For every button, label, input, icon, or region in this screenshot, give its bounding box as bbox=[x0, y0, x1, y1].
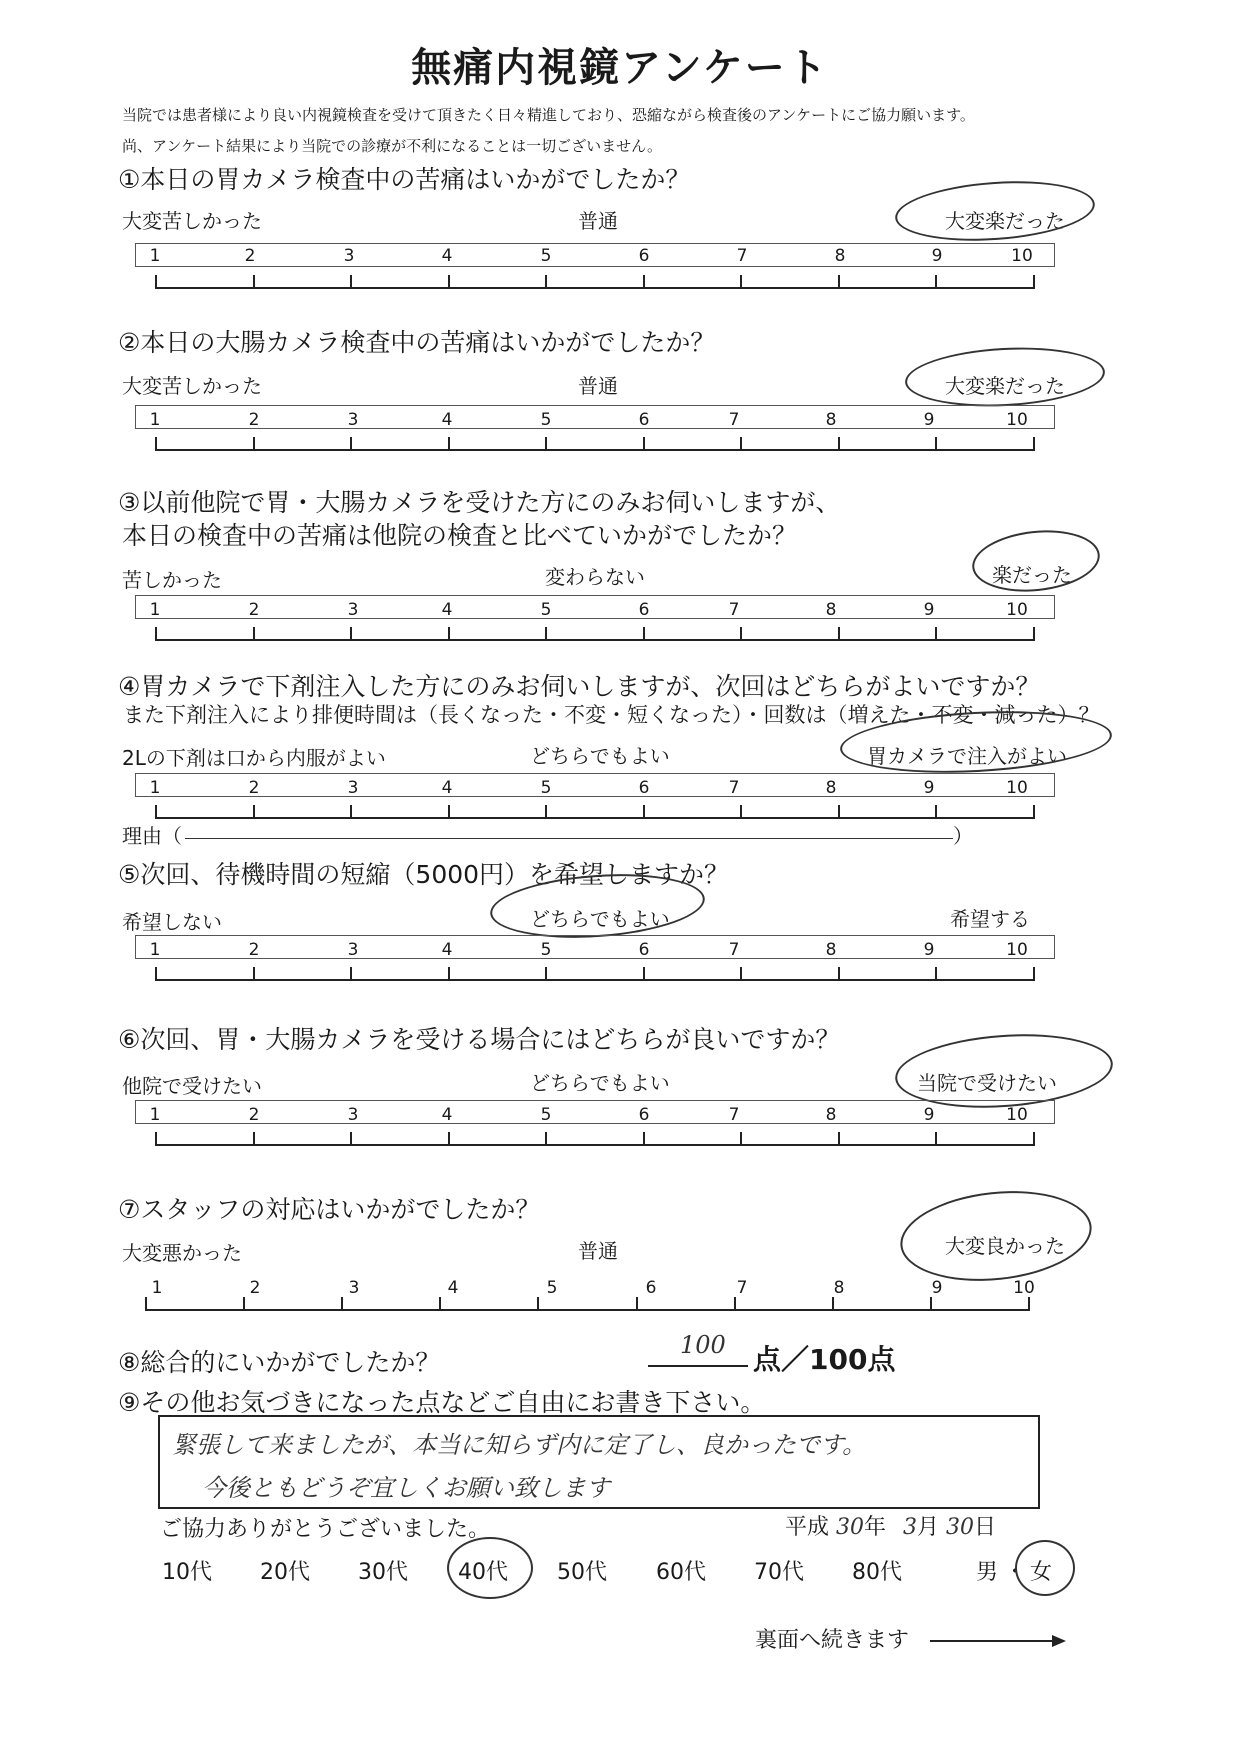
q4-num-1: 1 bbox=[149, 778, 161, 798]
q1-num-8: 8 bbox=[834, 246, 846, 266]
q2-num-5: 5 bbox=[540, 410, 552, 430]
q5-num-4: 4 bbox=[441, 940, 453, 960]
gender-female: 女 bbox=[1030, 1560, 1053, 1585]
q6-num-8: 8 bbox=[825, 1105, 837, 1125]
question-9: ⑨その他お気づきになった点などご自由にお書き下さい。 bbox=[118, 1388, 766, 1417]
q8-score-line bbox=[648, 1365, 748, 1367]
q4-scale-numbers bbox=[0, 778, 1240, 800]
q5-right-label: 希望する bbox=[950, 907, 1030, 931]
q4-num-10: 10 bbox=[1006, 778, 1028, 798]
q2-num-4: 4 bbox=[441, 410, 453, 430]
scale-tick bbox=[643, 627, 645, 641]
q3-num-9: 9 bbox=[923, 600, 935, 620]
q1-num-3: 3 bbox=[343, 246, 355, 266]
q7-num-8: 8 bbox=[833, 1278, 845, 1298]
scale-tick bbox=[253, 437, 255, 451]
q1-num-1: 1 bbox=[149, 246, 161, 266]
q2-answer-circle bbox=[904, 343, 1107, 411]
scale-tick bbox=[935, 805, 937, 819]
q2-right-label: 大変楽だった bbox=[945, 374, 1065, 398]
q8-score-suffix: 点／100点 bbox=[753, 1343, 896, 1376]
scale-tick bbox=[448, 627, 450, 641]
continue-arrow-icon bbox=[928, 1630, 1068, 1652]
q4-num-9: 9 bbox=[923, 778, 935, 798]
scale-tick bbox=[740, 437, 742, 451]
q3-num-10: 10 bbox=[1006, 600, 1028, 620]
scale-tick bbox=[1033, 437, 1035, 451]
scale-tick bbox=[935, 967, 937, 981]
scale-tick bbox=[838, 627, 840, 641]
q2-mid-label: 普通 bbox=[578, 374, 618, 398]
q5-num-7: 7 bbox=[728, 940, 740, 960]
scale-tick bbox=[155, 1132, 157, 1146]
q2-scale-numbers bbox=[0, 410, 1240, 432]
q2-num-6: 6 bbox=[638, 410, 650, 430]
q2-left-label: 大変苦しかった bbox=[122, 374, 262, 398]
q6-num-2: 2 bbox=[248, 1105, 260, 1125]
q4-reason-label: 理由（ bbox=[122, 824, 182, 848]
q7-right-label: 大変良かった bbox=[945, 1234, 1065, 1258]
scale-tick bbox=[350, 627, 352, 641]
age-option-70s: 70代 bbox=[754, 1560, 804, 1585]
q4-num-6: 6 bbox=[638, 778, 650, 798]
q3-num-2: 2 bbox=[248, 600, 260, 620]
scale-tick bbox=[740, 967, 742, 981]
scale-tick bbox=[350, 437, 352, 451]
q3-num-5: 5 bbox=[540, 600, 552, 620]
date-day: 30 bbox=[946, 1515, 975, 1540]
age-option-10s: 10代 bbox=[162, 1560, 212, 1585]
scale-tick bbox=[545, 627, 547, 641]
scale-tick bbox=[545, 805, 547, 819]
q2-num-1: 1 bbox=[149, 410, 161, 430]
q4-left-label: 2Lの下剤は口から内服がよい bbox=[122, 746, 386, 770]
scale-tick bbox=[935, 437, 937, 451]
scale-tick bbox=[253, 967, 255, 981]
q6-num-3: 3 bbox=[347, 1105, 359, 1125]
question-3-line-1: ③以前他院で胃・大腸カメラを受けた方にのみお伺いしますが、 bbox=[118, 488, 841, 517]
q2-num-8: 8 bbox=[825, 410, 837, 430]
q2-num-7: 7 bbox=[728, 410, 740, 430]
q4-num-3: 3 bbox=[347, 778, 359, 798]
q6-scale-numbers bbox=[0, 1105, 1240, 1127]
scale-tick bbox=[545, 275, 547, 289]
scale-tick bbox=[350, 275, 352, 289]
scale-tick bbox=[838, 275, 840, 289]
q1-right-label: 大変楽だった bbox=[945, 209, 1065, 233]
q7-num-7: 7 bbox=[736, 1278, 748, 1298]
q7-num-1: 1 bbox=[151, 1278, 163, 1298]
scale-tick bbox=[643, 967, 645, 981]
q3-answer-circle bbox=[969, 524, 1103, 597]
scale-tick bbox=[253, 1132, 255, 1146]
q1-num-2: 2 bbox=[244, 246, 256, 266]
scale-tick bbox=[545, 1132, 547, 1146]
q7-num-10: 10 bbox=[1013, 1278, 1035, 1298]
q4-num-4: 4 bbox=[441, 778, 453, 798]
scale-tick bbox=[1033, 1132, 1035, 1146]
q2-num-9: 9 bbox=[923, 410, 935, 430]
q7-answer-circle bbox=[896, 1182, 1096, 1290]
q6-num-6: 6 bbox=[638, 1105, 650, 1125]
q5-num-5: 5 bbox=[540, 940, 552, 960]
q7-num-6: 6 bbox=[645, 1278, 657, 1298]
question-1: ①本日の胃カメラ検査中の苦痛はいかがでしたか？ bbox=[118, 165, 691, 194]
q6-mid-label: どちらでもよい bbox=[530, 1071, 670, 1095]
scale-tick bbox=[350, 967, 352, 981]
q7-left-label: 大変悪かった bbox=[122, 1241, 242, 1265]
age-option-60s: 60代 bbox=[656, 1560, 706, 1585]
question-4-line-1: ④胃カメラで下剤注入した方にのみお伺いしますが、次回はどちらがよいですか？ bbox=[118, 672, 1041, 701]
scale-tick bbox=[1033, 275, 1035, 289]
q7-mid-label: 普通 bbox=[578, 1239, 618, 1263]
scale-tick bbox=[545, 437, 547, 451]
scale-tick bbox=[155, 967, 157, 981]
q7-scale-numbers bbox=[0, 1278, 1240, 1300]
q5-scale-numbers bbox=[0, 940, 1240, 962]
q6-right-label: 当院で受けたい bbox=[917, 1071, 1057, 1095]
date-month: 3 bbox=[903, 1515, 918, 1540]
q5-num-9: 9 bbox=[923, 940, 935, 960]
date-line bbox=[785, 1510, 996, 1541]
age-option-30s: 30代 bbox=[358, 1560, 408, 1585]
scale-tick bbox=[155, 437, 157, 451]
q2-num-10: 10 bbox=[1006, 410, 1028, 430]
q6-scale-axis bbox=[155, 1132, 1035, 1146]
q3-num-4: 4 bbox=[441, 600, 453, 620]
q1-num-10: 10 bbox=[1011, 246, 1033, 266]
age-selected-circle bbox=[447, 1537, 533, 1599]
scale-tick bbox=[740, 627, 742, 641]
q7-num-9: 9 bbox=[931, 1278, 943, 1298]
scale-tick bbox=[838, 967, 840, 981]
q3-num-6: 6 bbox=[638, 600, 650, 620]
q5-num-10: 10 bbox=[1006, 940, 1028, 960]
scale-tick bbox=[253, 805, 255, 819]
q4-scale-axis bbox=[155, 805, 1035, 819]
q4-reason-close: ） bbox=[953, 824, 973, 848]
q5-left-label: 希望しない bbox=[122, 910, 222, 934]
q9-answer-line-1: 緊張して来ましたが、本当に知らず内に定了し、良かったです。 bbox=[172, 1431, 867, 1459]
scale-tick bbox=[643, 437, 645, 451]
q5-num-3: 3 bbox=[347, 940, 359, 960]
q2-scale-axis bbox=[155, 437, 1035, 451]
scale-tick bbox=[838, 805, 840, 819]
q3-num-7: 7 bbox=[728, 600, 740, 620]
question-7: ⑦スタッフの対応はいかがでしたか？ bbox=[118, 1195, 541, 1224]
scale-tick bbox=[1033, 805, 1035, 819]
gender-selected-circle bbox=[1015, 1540, 1075, 1596]
scale-tick bbox=[155, 627, 157, 641]
q4-num-2: 2 bbox=[248, 778, 260, 798]
scale-tick bbox=[935, 627, 937, 641]
scale-tick bbox=[740, 1132, 742, 1146]
gender-separator: ・ bbox=[1004, 1560, 1027, 1585]
age-option-40s: 40代 bbox=[458, 1560, 508, 1585]
scale-tick bbox=[448, 275, 450, 289]
scale-tick bbox=[350, 1132, 352, 1146]
q5-mid-label: どちらでもよい bbox=[530, 907, 670, 931]
q3-left-label: 苦しかった bbox=[122, 568, 222, 592]
age-option-80s: 80代 bbox=[852, 1560, 902, 1585]
scale-tick bbox=[1033, 627, 1035, 641]
question-6: ⑥次回、胃・大腸カメラを受ける場合にはどちらが良いですか？ bbox=[118, 1025, 841, 1054]
q5-num-8: 8 bbox=[825, 940, 837, 960]
scale-tick bbox=[545, 967, 547, 981]
question-3-line-2: 本日の検査中の苦痛は他院の検査と比べていかがでしたか？ bbox=[122, 521, 798, 550]
q3-num-3: 3 bbox=[347, 600, 359, 620]
question-5: ⑤次回、待機時間の短縮（5000円）を希望しますか？ bbox=[118, 860, 730, 889]
scale-tick bbox=[740, 275, 742, 289]
question-4-line-2: また下剤注入により排便時間は（長くなった・不変・短くなった）・回数は（増えた・不変・減った）？ bbox=[123, 703, 1100, 727]
scale-tick bbox=[448, 805, 450, 819]
scale-tick bbox=[253, 627, 255, 641]
q7-num-2: 2 bbox=[249, 1278, 261, 1298]
scale-tick bbox=[448, 967, 450, 981]
scale-tick bbox=[448, 1132, 450, 1146]
q7-num-4: 4 bbox=[447, 1278, 459, 1298]
q4-reason-line bbox=[185, 838, 953, 839]
scale-tick bbox=[350, 805, 352, 819]
q6-num-7: 7 bbox=[728, 1105, 740, 1125]
scale-tick bbox=[448, 437, 450, 451]
scale-tick bbox=[935, 275, 937, 289]
q6-num-4: 4 bbox=[441, 1105, 453, 1125]
scale-tick bbox=[935, 1132, 937, 1146]
q3-scale-numbers bbox=[0, 600, 1240, 622]
scale-tick bbox=[253, 275, 255, 289]
age-option-50s: 50代 bbox=[557, 1560, 607, 1585]
q1-num-7: 7 bbox=[736, 246, 748, 266]
q6-num-10: 10 bbox=[1006, 1105, 1028, 1125]
date-day-unit: 日 bbox=[974, 1515, 997, 1540]
q6-num-1: 1 bbox=[149, 1105, 161, 1125]
q1-scale-numbers bbox=[0, 246, 1240, 268]
q1-num-6: 6 bbox=[638, 246, 650, 266]
q6-left-label: 他院で受けたい bbox=[122, 1074, 262, 1098]
q5-num-1: 1 bbox=[149, 940, 161, 960]
page-title: 無痛内視鏡アンケート bbox=[411, 45, 829, 91]
q1-scale-axis bbox=[155, 275, 1035, 289]
thanks-message: ご協力ありがとうございました。 bbox=[160, 1517, 491, 1542]
q6-num-5: 5 bbox=[540, 1105, 552, 1125]
q3-scale-axis bbox=[155, 627, 1035, 641]
scale-tick bbox=[155, 805, 157, 819]
q6-num-9: 9 bbox=[923, 1105, 935, 1125]
intro-line-2: 尚、アンケート結果により当院での診療が不利になることは一切ございません。 bbox=[122, 137, 663, 155]
q4-right-label: 胃カメラで注入がよい bbox=[867, 744, 1067, 768]
q3-num-8: 8 bbox=[825, 600, 837, 620]
q3-right-label: 楽だった bbox=[992, 563, 1072, 587]
scale-tick bbox=[740, 805, 742, 819]
q1-num-4: 4 bbox=[441, 246, 453, 266]
scale-tick bbox=[838, 437, 840, 451]
q4-num-8: 8 bbox=[825, 778, 837, 798]
q5-scale-axis bbox=[155, 967, 1035, 981]
age-option-20s: 20代 bbox=[260, 1560, 310, 1585]
q4-num-5: 5 bbox=[540, 778, 552, 798]
gender-male: 男 bbox=[976, 1560, 999, 1585]
q4-mid-label: どちらでもよい bbox=[530, 744, 670, 768]
scale-tick bbox=[643, 805, 645, 819]
q1-left-label: 大変苦しかった bbox=[122, 209, 262, 233]
question-2: ②本日の大腸カメラ検査中の苦痛はいかがでしたか？ bbox=[118, 328, 716, 357]
scale-tick bbox=[643, 1132, 645, 1146]
q1-num-5: 5 bbox=[540, 246, 552, 266]
continue-text: 裏面へ続きます bbox=[755, 1628, 910, 1653]
q9-answer-line-2: 今後ともどうぞ宜しくお願い致します bbox=[202, 1474, 610, 1502]
scale-tick bbox=[155, 275, 157, 289]
q1-mid-label: 普通 bbox=[578, 209, 618, 233]
date-era: 平成 bbox=[785, 1515, 830, 1540]
scale-tick bbox=[643, 275, 645, 289]
q7-num-3: 3 bbox=[348, 1278, 360, 1298]
intro-line-1: 当院では患者様により良い内視鏡検査を受けて頂きたく日々精進しており、恐縮ながら検査後のアンケートにご協力願います。 bbox=[122, 106, 975, 124]
q8-score: 100 bbox=[680, 1331, 726, 1359]
q7-num-5: 5 bbox=[546, 1278, 558, 1298]
q5-num-2: 2 bbox=[248, 940, 260, 960]
question-8: ⑧総合的にいかがでしたか？ bbox=[118, 1348, 441, 1377]
date-year: 30 bbox=[836, 1515, 865, 1540]
scale-tick bbox=[838, 1132, 840, 1146]
date-year-unit: 年 bbox=[864, 1515, 887, 1540]
q4-num-7: 7 bbox=[728, 778, 740, 798]
q2-num-3: 3 bbox=[347, 410, 359, 430]
date-month-unit: 月 bbox=[917, 1515, 940, 1540]
q3-num-1: 1 bbox=[149, 600, 161, 620]
q5-num-6: 6 bbox=[638, 940, 650, 960]
q3-mid-label: 変わらない bbox=[545, 565, 645, 589]
q1-answer-circle bbox=[893, 175, 1097, 247]
q2-num-2: 2 bbox=[248, 410, 260, 430]
q1-num-9: 9 bbox=[931, 246, 943, 266]
scale-tick bbox=[1033, 967, 1035, 981]
